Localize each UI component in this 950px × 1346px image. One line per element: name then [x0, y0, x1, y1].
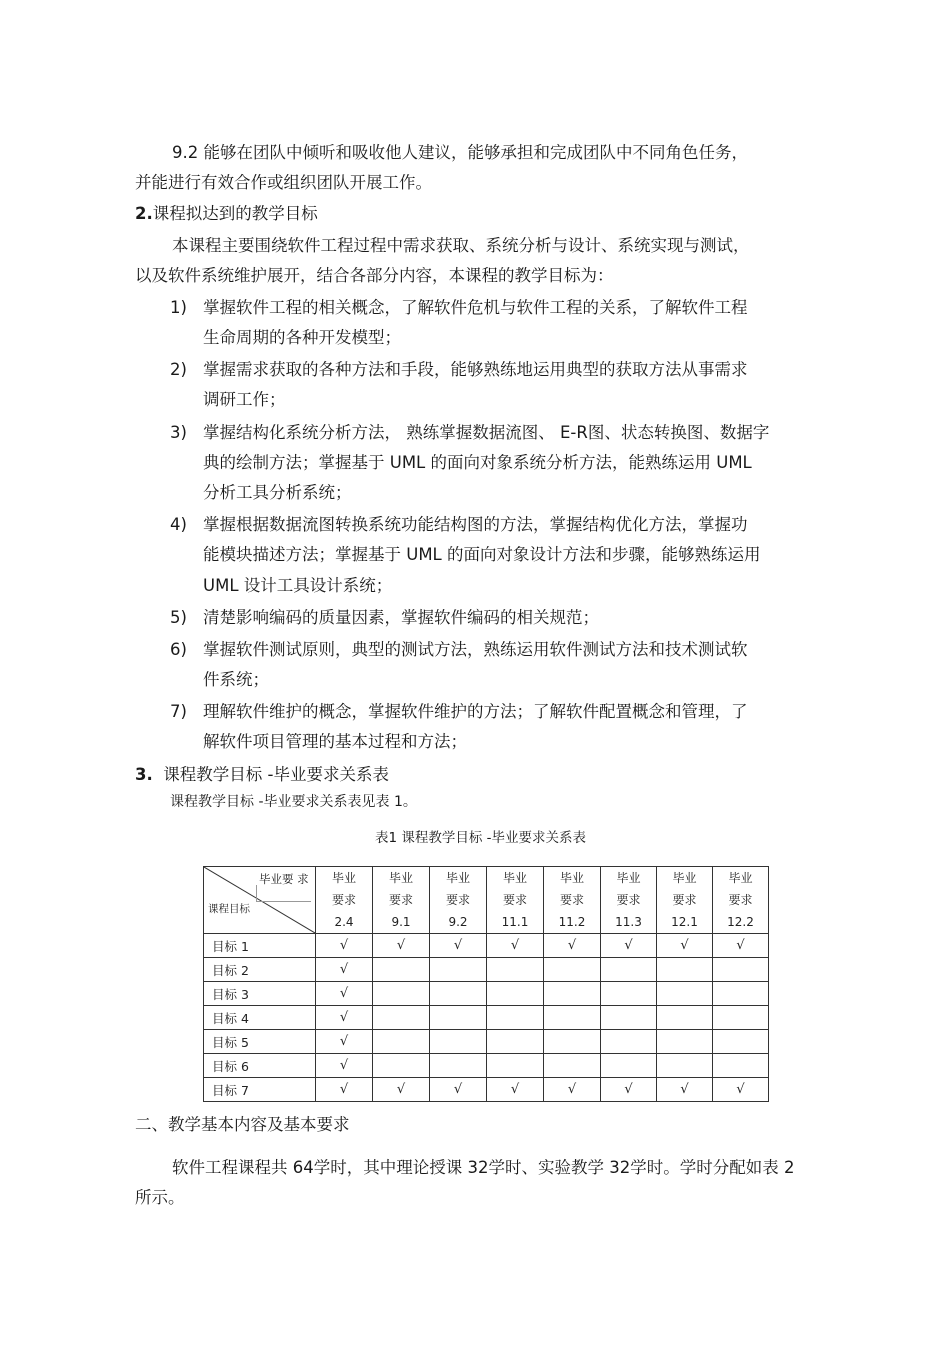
goal-6-number: 6) — [170, 640, 187, 659]
goal-6-line2: 件系统； — [203, 670, 269, 689]
header-cell — [373, 867, 430, 934]
header-requirement-id: 11.1 — [501, 915, 529, 929]
goal-3-line3: 分析工具分析系统； — [203, 483, 352, 502]
section-3-number: 3. — [135, 765, 153, 784]
mapping-cell — [713, 1054, 769, 1078]
goal-7-number: 7) — [170, 702, 187, 721]
mapping-cell — [373, 1054, 430, 1078]
header-line2: 要求 — [672, 893, 697, 907]
table-caption: 表1 课程教学目标 -毕业要求关系表 — [375, 830, 587, 846]
goal-3-number: 3) — [170, 423, 187, 442]
mapping-cell — [373, 1078, 430, 1102]
mapping-cell — [487, 1054, 544, 1078]
mapping-cell — [544, 958, 601, 982]
intro-line1: 本课程主要围绕软件工程过程中需求获取、系统分析与设计、系统实现与测试， — [172, 236, 750, 255]
mapping-cell — [430, 1054, 487, 1078]
mapping-cell — [430, 982, 487, 1006]
corner-label-box — [256, 885, 311, 902]
mapping-cell — [430, 934, 487, 958]
mapping-cell — [316, 1078, 373, 1102]
mapping-cell — [373, 1030, 430, 1054]
check-mark: √ — [339, 1058, 349, 1073]
mapping-cell — [601, 1006, 657, 1030]
header-line2: 要求 — [559, 893, 584, 907]
relationship-table — [203, 866, 769, 1102]
goal-7-line1: 理解软件维护的概念，掌握软件维护的方法；了解软件配置概念和管理，了 — [203, 702, 748, 721]
mapping-cell — [316, 1006, 373, 1030]
mapping-cell — [316, 982, 373, 1006]
check-mark: √ — [339, 1034, 349, 1049]
table-row — [204, 1054, 769, 1078]
mapping-cell — [430, 958, 487, 982]
check-mark: √ — [339, 1082, 349, 1097]
goal-1-line1: 掌握软件工程的相关概念，了解软件危机与软件工程的关系，了解软件工程 — [203, 298, 748, 317]
header-line1: 毕业 — [445, 871, 470, 885]
para-9-2-line1: 9.2 能够在团队中倾听和吸收他人建议，能够承担和完成团队中不同角色任务， — [172, 143, 748, 162]
check-mark: √ — [339, 962, 349, 977]
check-mark: √ — [339, 1010, 349, 1025]
header-requirement-id: 11.2 — [558, 915, 586, 929]
table-header-row — [204, 867, 769, 934]
row-label: 目标 7 — [204, 1078, 316, 1102]
check-mark: √ — [396, 1082, 406, 1097]
header-line2: 要求 — [331, 893, 356, 907]
table-row — [204, 934, 769, 958]
mapping-cell — [316, 958, 373, 982]
goal-2-line2: 调研工作； — [203, 390, 286, 409]
mapping-cell — [657, 1006, 713, 1030]
mapping-cell — [657, 934, 713, 958]
mapping-cell — [657, 1030, 713, 1054]
header-cell — [544, 867, 601, 934]
goal-4-line2: 能模块描述方法；掌握基于 UML 的面向对象设计方法和步骤，能够熟练运用 — [203, 545, 761, 564]
table-row — [204, 958, 769, 982]
header-line2: 要求 — [502, 893, 527, 907]
header-requirement-id: 9.1 — [391, 915, 411, 929]
mapping-cell — [713, 1006, 769, 1030]
mapping-cell — [316, 934, 373, 958]
section-3-title: 课程教学目标 -毕业要求关系表 — [163, 765, 389, 784]
mapping-cell — [373, 934, 430, 958]
goal-2-line1: 掌握需求获取的各种方法和手段，能够熟练地运用典型的获取方法从事需求 — [203, 360, 748, 379]
check-mark: √ — [624, 1082, 633, 1097]
part-2-line2: 所示。 — [135, 1188, 185, 1207]
mapping-cell — [487, 934, 544, 958]
check-mark: √ — [736, 1082, 745, 1097]
mapping-cell — [601, 1054, 657, 1078]
section-2-number: 2. — [135, 204, 153, 223]
check-mark: √ — [339, 986, 349, 1001]
mapping-cell — [316, 1054, 373, 1078]
mapping-cell — [487, 1030, 544, 1054]
header-cell — [601, 867, 657, 934]
para-9-2-line2: 并能进行有效合作或组织团队开展工作。 — [135, 173, 432, 192]
goal-2-number: 2) — [170, 360, 187, 379]
corner-label-bottom: 课程目标 — [208, 903, 250, 915]
mapping-cell — [373, 982, 430, 1006]
check-mark: √ — [624, 938, 633, 953]
check-mark: √ — [680, 938, 689, 953]
mapping-cell — [657, 958, 713, 982]
header-line2: 要求 — [445, 893, 470, 907]
header-line2: 要求 — [388, 893, 413, 907]
mapping-cell — [713, 934, 769, 958]
goal-4-number: 4) — [170, 515, 187, 534]
mapping-cell — [430, 1006, 487, 1030]
header-requirement-id: 11.3 — [615, 915, 642, 929]
part-2-heading: 二、教学基本内容及基本要求 — [135, 1115, 350, 1134]
goal-4-line1: 掌握根据数据流图转换系统功能结构图的方法，掌握结构优化方法，掌握功 — [203, 515, 748, 534]
mapping-cell — [657, 982, 713, 1006]
mapping-cell — [544, 1054, 601, 1078]
header-cell — [713, 867, 769, 934]
header-line2: 要求 — [616, 893, 641, 907]
header-requirement-id: 12.2 — [727, 915, 754, 929]
check-mark: √ — [736, 938, 745, 953]
mapping-cell — [544, 982, 601, 1006]
corner-label-top: 毕业要 求 — [259, 872, 309, 886]
check-mark: √ — [396, 938, 406, 953]
mapping-cell — [487, 1078, 544, 1102]
table-row — [204, 982, 769, 1006]
mapping-cell — [713, 982, 769, 1006]
row-label: 目标 5 — [204, 1030, 316, 1054]
mapping-cell — [601, 1030, 657, 1054]
mapping-cell — [657, 1054, 713, 1078]
mapping-cell — [713, 958, 769, 982]
intro-line2: 以及软件系统维护展开，结合各部分内容，本课程的教学目标为： — [135, 266, 614, 285]
goal-6-line1: 掌握软件测试原则，典型的测试方法，熟练运用软件测试方法和技术测试软 — [203, 640, 748, 659]
mapping-cell — [487, 1006, 544, 1030]
header-line1: 毕业 — [616, 871, 641, 885]
header-line1: 毕业 — [672, 871, 697, 885]
mapping-cell — [713, 1030, 769, 1054]
header-line1: 毕业 — [331, 871, 356, 885]
header-requirement-id: 9.2 — [448, 915, 468, 929]
goal-5-line1: 清楚影响编码的质量因素，掌握软件编码的相关规范； — [203, 608, 599, 627]
section-2-title: 课程拟达到的教学目标 — [152, 204, 318, 223]
check-mark: √ — [567, 938, 577, 953]
table-corner-cell — [204, 867, 316, 934]
header-line1: 毕业 — [502, 871, 527, 885]
check-mark: √ — [510, 938, 520, 953]
check-mark: √ — [567, 1082, 577, 1097]
mapping-cell — [373, 1006, 430, 1030]
header-line1: 毕业 — [388, 871, 413, 885]
mapping-cell — [430, 1078, 487, 1102]
goal-3-line1: 掌握结构化系统分析方法， 熟练掌握数据流图、 E-R图、状态转换图、数据字 — [203, 423, 770, 442]
goal-1-line2: 生命周期的各种开发模型； — [203, 328, 401, 347]
check-mark: √ — [510, 1082, 520, 1097]
section-3-note: 课程教学目标 -毕业要求关系表见表 1。 — [170, 794, 417, 810]
goal-5-number: 5) — [170, 608, 187, 627]
section-3-heading — [135, 765, 389, 785]
goal-4-line3: UML 设计工具设计系统； — [203, 576, 393, 595]
goal-7-line2: 解软件项目管理的基本过程和方法； — [203, 732, 467, 751]
mapping-cell — [657, 1078, 713, 1102]
table-row — [204, 1078, 769, 1102]
mapping-cell — [487, 958, 544, 982]
header-line1: 毕业 — [728, 871, 753, 885]
header-cell — [316, 867, 373, 934]
row-label: 目标 4 — [204, 1006, 316, 1030]
goal-1-number: 1) — [170, 298, 187, 317]
check-mark: √ — [453, 938, 463, 953]
header-line1: 毕业 — [559, 871, 584, 885]
section-2-heading — [135, 204, 318, 224]
mapping-cell — [544, 1078, 601, 1102]
check-mark: √ — [680, 1082, 689, 1097]
mapping-cell — [713, 1078, 769, 1102]
mapping-cell — [544, 934, 601, 958]
mapping-cell — [601, 934, 657, 958]
mapping-cell — [601, 1078, 657, 1102]
row-label: 目标 1 — [204, 934, 316, 958]
mapping-cell — [316, 1030, 373, 1054]
mapping-cell — [544, 1006, 601, 1030]
mapping-cell — [544, 1030, 601, 1054]
table-row — [204, 1006, 769, 1030]
part-2-line1: 软件工程课程共 64学时，其中理论授课 32学时、实验教学 32学时。学时分配如表 2 — [172, 1158, 795, 1177]
mapping-cell — [373, 958, 430, 982]
mapping-cell — [601, 958, 657, 982]
row-label: 目标 2 — [204, 958, 316, 982]
mapping-cell — [601, 982, 657, 1006]
check-mark: √ — [453, 1082, 463, 1097]
header-line2: 要求 — [728, 893, 753, 907]
goal-3-line2: 典的绘制方法；掌握基于 UML 的面向对象系统分析方法，能熟练运用 UML — [203, 453, 752, 472]
header-cell — [430, 867, 487, 934]
row-label: 目标 3 — [204, 982, 316, 1006]
header-requirement-id: 12.1 — [671, 915, 698, 929]
row-label: 目标 6 — [204, 1054, 316, 1078]
check-mark: √ — [339, 938, 349, 953]
header-requirement-id: 2.4 — [334, 915, 354, 929]
header-cell — [657, 867, 713, 934]
table-row — [204, 1030, 769, 1054]
header-cell — [487, 867, 544, 934]
mapping-cell — [430, 1030, 487, 1054]
mapping-cell — [487, 982, 544, 1006]
